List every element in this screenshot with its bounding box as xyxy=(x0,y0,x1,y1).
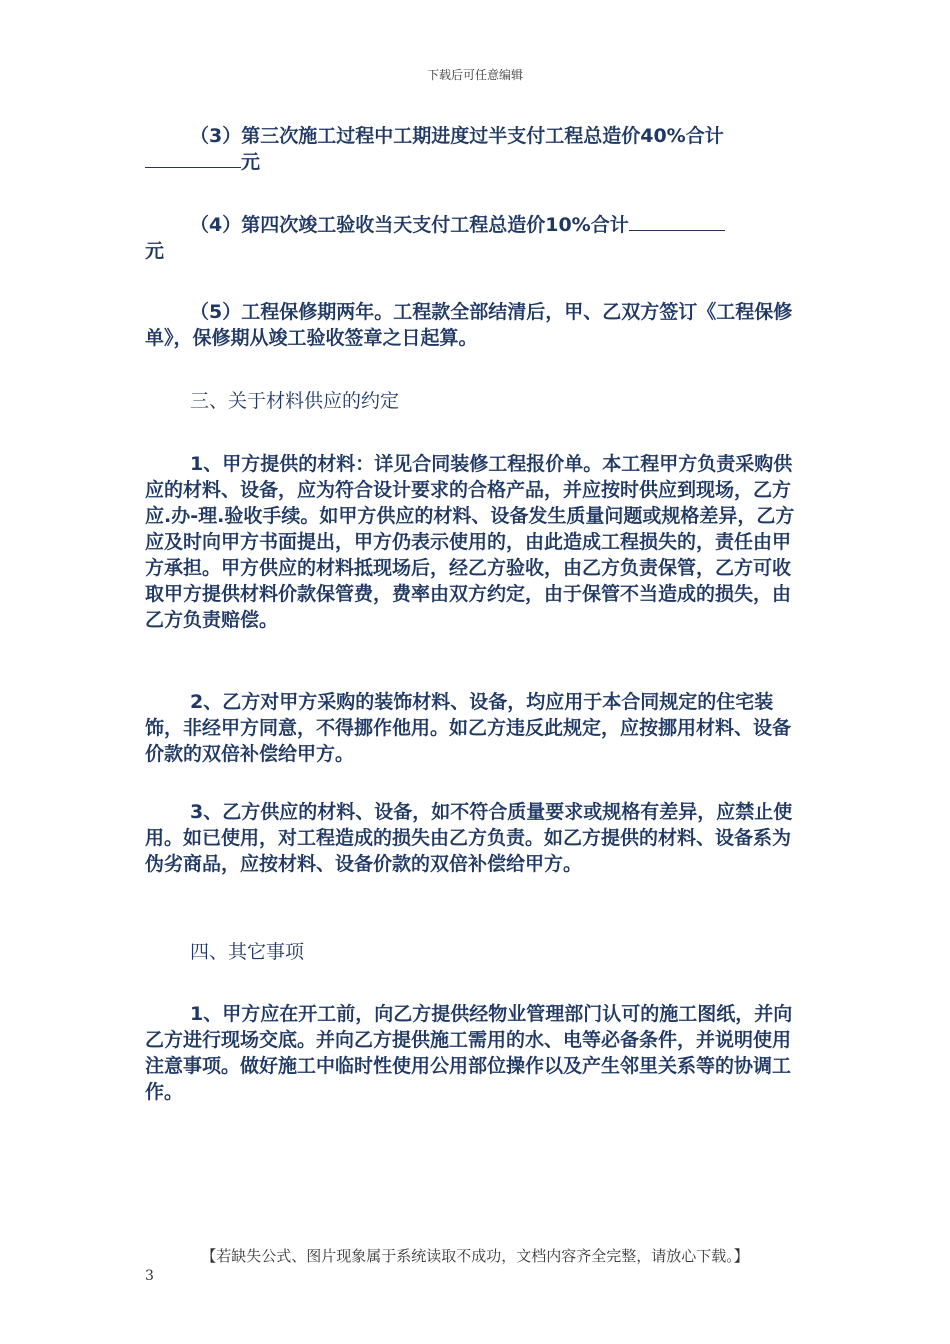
section-3-item-3 xyxy=(145,799,805,877)
section-3-item-3-text: 3、乙方供应的材料、设备，如不符合质量要求或规格有差异，应禁止使用。如已使用，对工程造成的损失由乙方负责。如乙方提供的材料、设备系为伪劣商品，应按材料、设备价款的双倍补偿给甲方。 xyxy=(145,801,793,875)
section-3-item-1 xyxy=(145,451,805,633)
page-number: 3 xyxy=(145,1268,154,1284)
section-4-heading xyxy=(145,939,805,965)
amount-blank-4 xyxy=(629,212,725,231)
section-4-item-1 xyxy=(145,1001,805,1105)
section-3-item-2 xyxy=(145,689,805,767)
section-4-heading-text: 四、其它事项 xyxy=(190,941,305,963)
amount-blank-3 xyxy=(145,149,241,168)
section-3-heading-text: 三、关于材料供应的约定 xyxy=(190,390,400,412)
warranty-paragraph xyxy=(145,299,805,351)
payment-item-4-text: （4）第四次竣工验收当天支付工程总造价10%合计 xyxy=(190,214,629,236)
section-4-item-1-text: 1、甲方应在开工前，向乙方提供经物业管理部门认可的施工图纸，并向乙方进行现场交底。并向乙方提供施工需用的水、电等必备条件，并说明使用注意事项。做好施工中临时性使用公用部位操作以及产生邻里关系等的协调工作。 xyxy=(145,1003,793,1103)
section-3-item-1-text: 1、甲方提供的材料：详见合同装修工程报价单。本工程甲方负责采购供应的材料、设备，应为符合设计要求的合格产品，并应按时供应到现场，乙方应.办-理.验收手续。如甲方供应的材料、设备发生质量问题或规格差异，乙方应及时向甲方书面提出，甲方仍表示使用的，由此造成工程损失的，责任由甲方承担。甲方供应的材料抵现场后，经乙方验收，由乙方负责保管，乙方可收取甲方提供材料价款保管费，费率由双方约定，由于保管不当造成的损失，由乙方负责赔偿。 xyxy=(145,453,795,631)
section-3-item-2-text: 2、乙方对甲方采购的装饰材料、设备，均应用于本合同规定的住宅装饰，非经甲方同意，不得挪作他用。如乙方违反此规定，应按挪用材料、设备价款的双倍补偿给甲方。 xyxy=(145,691,792,765)
payment-item-3-text: （3）第三次施工过程中工期进度过半支付工程总造价40%合计 xyxy=(190,125,724,147)
payment-item-4 xyxy=(145,212,805,264)
page-header: 下载后可任意编辑 xyxy=(426,68,523,82)
payment-item-3 xyxy=(145,123,805,175)
download-note: 【若缺失公式、图片现象属于系统读取不成功，文档内容齐全完整，请放心下载。】 xyxy=(201,1247,749,1265)
payment-item-3-unit: 元 xyxy=(241,151,261,173)
payment-item-4-unit: 元 xyxy=(145,240,165,262)
section-3-heading xyxy=(145,388,805,414)
warranty-text: （5）工程保修期两年。工程款全部结清后，甲、乙双方签订《工程保修单》，保修期从竣工验收签章之日起算。 xyxy=(145,301,793,349)
